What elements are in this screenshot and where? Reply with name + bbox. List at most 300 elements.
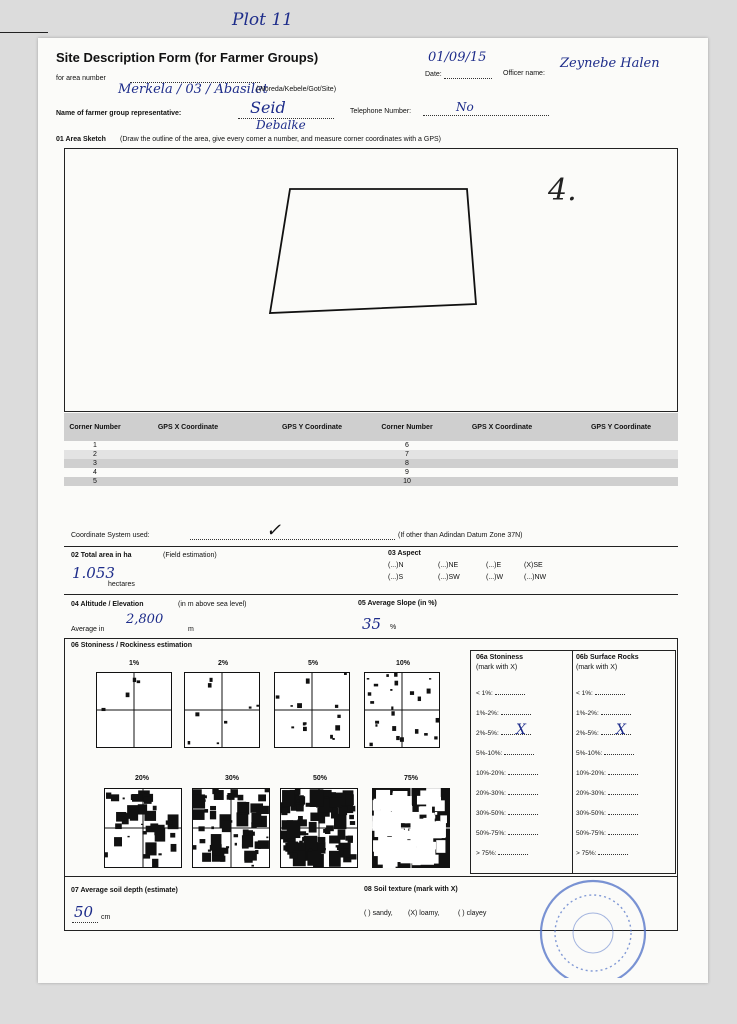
stone-mark (306, 803, 311, 807)
surface-rocks-class-row[interactable] (576, 810, 638, 817)
class-label: 1%-2%: (576, 710, 599, 717)
stone-mark (152, 859, 158, 867)
section01-hint: (Draw the outline of the area, give every corner a number, and measure corner coordinates with a GPS) (120, 136, 441, 143)
stone-mark (287, 820, 301, 838)
stone-mark (282, 790, 294, 806)
aspect-label: NW (534, 574, 547, 581)
class-mark-line[interactable] (508, 794, 538, 795)
corner-line (0, 32, 48, 33)
stone-mark (202, 853, 211, 862)
area-hint: (Woreda/Kebele/Got/Site) (256, 86, 337, 93)
stone-mark (265, 789, 270, 792)
stone-mark (158, 853, 161, 855)
class-label: 10%-20%: (476, 770, 506, 777)
stone-mark (195, 712, 199, 716)
altitude-avg-label: Average in (71, 626, 105, 633)
stoniness-class-row[interactable] (476, 690, 525, 697)
gps-cell[interactable] (440, 441, 564, 450)
corner-number: 1 (93, 442, 97, 449)
stoniness-grid (104, 788, 182, 868)
checkbox[interactable]: ( ) (364, 910, 371, 917)
class-label: > 75%: (576, 850, 597, 857)
stone-mark (106, 793, 111, 799)
stone-mark (395, 681, 399, 686)
stone-mark (339, 848, 344, 854)
gps-cell[interactable] (564, 468, 678, 477)
stone-mark (126, 693, 130, 698)
stoniness-class-row[interactable] (476, 710, 531, 717)
aspect-label: S (398, 574, 404, 581)
stone-mark (200, 839, 206, 843)
surface-rocks-class-row[interactable] (576, 850, 628, 857)
stoniness-class-row[interactable] (476, 810, 538, 817)
stone-mark (137, 680, 140, 683)
class-label: 10%-20%: (576, 770, 606, 777)
gps-cell[interactable] (126, 477, 250, 486)
checkbox[interactable]: (...) (388, 574, 399, 581)
checkbox[interactable]: (...) (486, 574, 497, 581)
class-label: < 1%: (476, 690, 493, 697)
stone-mark (441, 842, 445, 847)
stone-mark (350, 821, 355, 825)
stone-mark (332, 738, 334, 740)
class-mark-line[interactable] (508, 814, 538, 815)
class-label: < 1%: (576, 690, 593, 697)
gps-cell[interactable] (126, 450, 250, 459)
aspect-option-e[interactable] (486, 562, 501, 569)
stone-mark (374, 811, 388, 822)
corner-number: 9 (405, 469, 409, 476)
section05-label: 05 Average Slope (in %) (358, 600, 437, 607)
table-row (64, 459, 678, 468)
table-row (64, 477, 678, 486)
checkbox[interactable]: (X) (408, 910, 418, 917)
coords-header: GPS Y Coordinate (590, 423, 652, 431)
coord-system-hint: (If other than Adindan Datum Zone 37N) (398, 532, 523, 539)
stone-mark (266, 837, 268, 839)
texture-label: loamy, (419, 910, 440, 917)
stone-mark (410, 691, 414, 695)
stone-mark (389, 796, 401, 811)
gps-cell[interactable] (440, 450, 564, 459)
rep-label: Name of farmer group representative: (56, 110, 182, 117)
stone-mark (295, 789, 301, 795)
gps-cell[interactable] (564, 450, 678, 459)
class-mark-line[interactable] (595, 694, 625, 695)
stone-mark (412, 857, 420, 865)
class-mark-line[interactable] (608, 834, 638, 835)
officer-value[interactable]: Zeynebe Halen (560, 56, 660, 71)
stoniness-grid (280, 788, 358, 868)
phone-line (423, 115, 549, 116)
aspect-option-se[interactable] (524, 562, 543, 569)
stone-mark (144, 797, 152, 804)
gps-cell[interactable] (564, 459, 678, 468)
stone-mark (320, 839, 325, 844)
stone-mark (192, 794, 205, 808)
class-mark-line[interactable] (495, 694, 525, 695)
stone-mark (391, 706, 393, 709)
altitude-unit: m (188, 626, 194, 633)
class-label: 50%-75%: (476, 830, 506, 837)
coord-system-label: Coordinate System used: (71, 532, 150, 539)
stoniness-grid (364, 672, 440, 748)
stone-mark (375, 721, 379, 724)
stone-mark (192, 809, 204, 820)
stoniness-class-row[interactable] (476, 830, 538, 837)
stone-mark (306, 833, 308, 835)
class-mark-line[interactable] (508, 834, 538, 835)
stone-mark (309, 822, 317, 833)
stone-mark (256, 705, 259, 707)
stone-mark (345, 836, 353, 841)
surface-rocks-class-row[interactable] (576, 750, 634, 757)
stone-mark (104, 852, 108, 857)
section01-label: 01 Area Sketch (56, 136, 106, 143)
stone-mark (224, 721, 227, 724)
aspect-label: E (496, 562, 502, 569)
stone-mark (343, 857, 351, 862)
aspect-label: SW (448, 574, 460, 581)
stone-mark (145, 842, 156, 855)
checkbox[interactable]: ( ) (458, 910, 465, 917)
class-label: 5%-10%: (476, 750, 503, 757)
stone-mark (237, 802, 246, 813)
stone-mark (370, 701, 374, 704)
gps-cell[interactable] (126, 468, 250, 477)
stoniness-grid (274, 672, 350, 748)
stone-mark (214, 790, 224, 800)
stone-mark (375, 724, 377, 726)
stone-mark (310, 789, 324, 807)
surface-rocks-class-row[interactable] (576, 790, 638, 797)
stone-mark (251, 865, 253, 867)
stone-mark (208, 850, 211, 852)
class-label: 30%-50%: (576, 810, 606, 817)
stone-mark (281, 807, 287, 815)
stone-mark (379, 792, 384, 798)
stone-mark (210, 806, 216, 810)
surface-rocks-class-row[interactable] (576, 770, 638, 777)
stone-mark (392, 726, 396, 731)
class-mark-line[interactable] (608, 814, 638, 815)
stone-mark (394, 673, 397, 677)
stone-mark (374, 684, 378, 687)
stone-mark (234, 834, 238, 837)
surface-rocks-class-row[interactable] (576, 690, 625, 697)
class-label: 2%-5%: (476, 730, 499, 737)
stone-mark (204, 809, 208, 813)
stone-mark (303, 722, 306, 725)
table-row (64, 441, 678, 450)
form-title: Site Description Form (for Farmer Groups) (56, 50, 319, 65)
class-mark-line[interactable] (608, 774, 638, 775)
class-mark-line[interactable] (504, 754, 534, 755)
stone-mark (193, 845, 196, 849)
rep-value-2[interactable]: Debalke (256, 118, 306, 132)
north-mark: 4. (548, 173, 577, 208)
date-label: Date: (425, 71, 442, 78)
aspect-label: NE (448, 562, 459, 569)
form-sheet (38, 38, 708, 983)
gps-cell[interactable] (440, 477, 564, 486)
soil-depth-value[interactable]: 50 (74, 903, 94, 921)
stoniness-grid (184, 672, 260, 748)
class-mark-line[interactable] (501, 714, 531, 715)
class-mark-line[interactable] (508, 774, 538, 775)
altitude-value[interactable]: 2,800 (126, 612, 164, 627)
gps-cell[interactable] (440, 468, 564, 477)
stone-mark (404, 816, 411, 821)
class-mark-line[interactable] (598, 854, 628, 855)
aspect-label: SE (533, 562, 543, 569)
stone-mark (429, 678, 431, 679)
stone-mark (210, 678, 213, 682)
aspect-option-nw[interactable] (524, 574, 546, 581)
corner-number: 10 (403, 478, 411, 485)
grid-percent-label: 2% (218, 660, 229, 667)
gps-cell[interactable] (250, 477, 374, 486)
section04-label: 04 Altitude / Elevation (71, 601, 144, 608)
corner-number: 7 (405, 451, 409, 458)
class-label: 30%-50%: (476, 810, 506, 817)
checkbox[interactable]: (...) (438, 562, 449, 569)
class-label: 20%-30%: (476, 790, 506, 797)
stone-mark (306, 678, 310, 683)
checkbox[interactable]: (...) (438, 574, 449, 581)
area-label: for area number (56, 75, 106, 82)
stoniness-class-row[interactable] (476, 850, 528, 857)
checkbox[interactable]: (...) (486, 562, 497, 569)
stone-mark (418, 697, 421, 702)
class-label: 50%-75%: (576, 830, 606, 837)
stone-mark (251, 813, 261, 824)
stoniness-grid (372, 788, 450, 868)
col-b-hint: (mark with X) (576, 664, 618, 671)
stone-mark (235, 843, 237, 846)
stone-mark (378, 850, 383, 855)
grid-percent-label: 75% (404, 775, 419, 782)
officer-label: Officer name: (503, 70, 545, 77)
coords-header: GPS X Coordinate (471, 423, 533, 431)
total-area-value[interactable]: 1.053 (72, 564, 115, 582)
grid-percent-label: 1% (129, 660, 140, 667)
stoniness-class-row[interactable] (476, 770, 538, 777)
checkbox[interactable]: (...) (388, 562, 399, 569)
stone-mark (337, 715, 340, 718)
stone-mark (127, 836, 129, 837)
date-line (444, 78, 492, 79)
stone-mark (413, 835, 415, 837)
stone-mark (338, 829, 346, 839)
section04-hint: (in m above sea level) (178, 601, 247, 608)
coords-header: GPS X Coordinate (157, 423, 219, 431)
divider (64, 546, 678, 547)
coord-system-value[interactable]: ✓ (266, 520, 282, 541)
corner-number: 4 (93, 469, 97, 476)
stone-mark (297, 800, 300, 803)
slope-value[interactable]: 35 (362, 615, 382, 633)
class-label: 20%-30%: (576, 790, 606, 797)
stone-mark (111, 794, 119, 801)
stone-mark (391, 711, 394, 715)
total-area-unit: hectares (108, 581, 135, 588)
corner-number: 2 (93, 451, 97, 458)
phone-value[interactable]: No (456, 100, 474, 114)
stone-mark (344, 673, 347, 675)
stone-mark (309, 849, 313, 852)
stone-mark (249, 706, 252, 708)
stone-mark (255, 841, 261, 848)
class-mark-line[interactable] (601, 714, 631, 715)
aspect-option-n[interactable] (388, 562, 404, 569)
stone-mark (166, 820, 172, 824)
stone-mark (130, 809, 138, 820)
stone-mark (258, 794, 266, 801)
class-label: 2%-5%: (576, 730, 599, 737)
stone-mark (242, 835, 253, 847)
gps-cell[interactable] (564, 441, 678, 450)
section02-label: 02 Total area in ha (71, 552, 132, 559)
stone-mark (424, 733, 428, 736)
stone-mark (434, 736, 437, 739)
section08-label: 08 Soil texture (mark with X) (364, 886, 458, 893)
stone-mark (426, 813, 434, 822)
col-b-title: 06b Surface Rocks (576, 654, 639, 661)
stone-mark (386, 674, 389, 677)
stone-mark (374, 825, 384, 837)
stone-mark (303, 727, 307, 731)
texture-label: clayey (466, 910, 487, 917)
coord-system-line (190, 539, 395, 540)
area-value[interactable]: Merkela / 03 / Abasilet (118, 82, 268, 97)
grid-percent-label: 5% (308, 660, 319, 667)
rep-value-1[interactable]: Seid (250, 98, 286, 117)
stone-mark (415, 729, 418, 734)
coords-header: Corner Number (381, 423, 433, 431)
stone-mark (188, 741, 191, 744)
stone-mark (217, 742, 219, 744)
stone-mark (210, 811, 216, 819)
stone-mark (153, 806, 157, 811)
aspect-option-s[interactable] (388, 574, 403, 581)
phone-label: Telephone Number: (350, 108, 412, 115)
sketch-drawing (64, 148, 678, 412)
date-value[interactable]: 01/09/15 (428, 50, 487, 65)
aspect-option-sw[interactable] (438, 574, 460, 581)
gps-cell[interactable] (126, 459, 250, 468)
stone-mark (349, 815, 354, 819)
stone-mark (291, 726, 294, 728)
stoniness-class-row[interactable] (476, 722, 531, 738)
gps-cell[interactable] (440, 459, 564, 468)
stone-mark (289, 852, 297, 858)
stone-mark (255, 850, 258, 854)
grid-percent-label: 30% (225, 775, 240, 782)
stone-mark (298, 816, 303, 820)
stone-mark (419, 806, 427, 814)
coords-header-row (64, 413, 678, 441)
class-mark-line[interactable] (604, 754, 634, 755)
aspect-label: W (496, 574, 504, 581)
checkbox[interactable]: (X) (524, 562, 534, 569)
stone-mark (368, 692, 371, 695)
stone-mark (336, 845, 339, 847)
stone-mark (396, 736, 400, 740)
stone-mark (324, 796, 328, 799)
class-label: 1%-2%: (476, 710, 499, 717)
class-mark-line[interactable] (498, 854, 528, 855)
stone-mark (324, 848, 326, 850)
class-mark: X (516, 722, 526, 738)
plot-label: Plot 11 (232, 10, 293, 30)
stone-mark (351, 806, 355, 812)
stone-mark (329, 798, 342, 808)
stone-mark (335, 705, 338, 708)
stone-mark (427, 689, 431, 694)
gps-cell[interactable] (250, 450, 374, 459)
stone-mark (435, 812, 437, 815)
aspect-option-w[interactable] (486, 574, 503, 581)
aspect-label: N (398, 562, 404, 569)
gps-cell[interactable] (564, 477, 678, 486)
section02-hint: (Field estimation) (163, 552, 217, 559)
class-mark-line[interactable] (608, 794, 638, 795)
coords-header: Corner Number (69, 423, 121, 431)
section07-label: 07 Average soil depth (estimate) (71, 887, 178, 894)
surface-rocks-class-row[interactable] (576, 710, 631, 717)
stone-mark (296, 804, 304, 811)
stone-mark (290, 705, 292, 707)
grid-percent-label: 10% (396, 660, 411, 667)
stoniness-class-row[interactable] (476, 750, 534, 757)
stone-mark (369, 743, 372, 746)
aspect-option-ne[interactable] (438, 562, 458, 569)
stone-mark (123, 798, 125, 800)
class-mark: X (616, 722, 626, 738)
grid-percent-label: 50% (313, 775, 328, 782)
soil-depth-unit: cm (101, 914, 111, 921)
stone-mark (208, 683, 212, 687)
stoniness-grid (96, 672, 172, 748)
stone-mark (323, 829, 327, 833)
table-row (64, 468, 678, 477)
col-a-title: 06a Stoniness (476, 654, 524, 661)
gps-cell[interactable] (250, 441, 374, 450)
divider (64, 594, 678, 595)
stone-mark (223, 816, 230, 821)
surface-rocks-class-row[interactable] (576, 830, 638, 837)
stone-mark (335, 725, 340, 730)
corner-number: 5 (93, 478, 97, 485)
surface-rocks-class-row[interactable] (576, 722, 631, 738)
official-stamp (528, 878, 658, 978)
gps-cell[interactable] (126, 441, 250, 450)
stone-mark (334, 814, 346, 829)
gps-cell[interactable] (250, 468, 374, 477)
stone-mark (256, 806, 269, 814)
stone-mark (102, 708, 106, 711)
coords-header: GPS Y Coordinate (281, 423, 343, 431)
corner-number: 3 (93, 460, 97, 467)
grid-percent-label: 20% (135, 775, 150, 782)
gps-cell[interactable] (250, 459, 374, 468)
stone-mark (238, 795, 244, 801)
checkbox[interactable]: (...) (524, 574, 535, 581)
stone-mark (276, 695, 280, 698)
stone-mark (430, 800, 435, 805)
stoniness-class-row[interactable] (476, 790, 538, 797)
